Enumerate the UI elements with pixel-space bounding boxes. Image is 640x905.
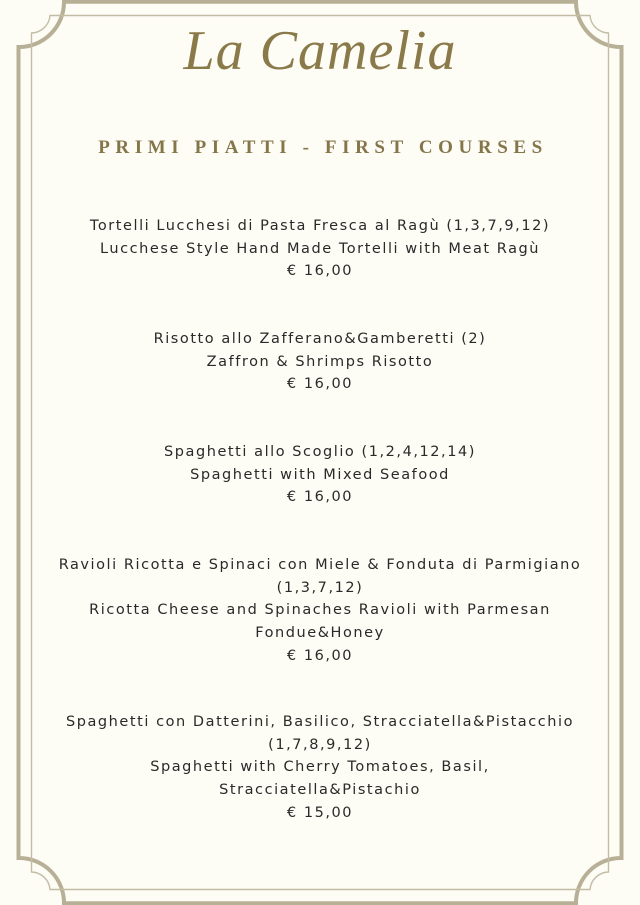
dish-allergens: (1,3,7,12) bbox=[276, 579, 364, 596]
dish-name-english: Zaffron & Shrimps Risotto bbox=[206, 353, 434, 370]
dish-name-italian: Risotto allo Zafferano&Gamberetti (2) bbox=[153, 331, 487, 347]
dish-price: € 16,00 bbox=[286, 647, 354, 664]
section-heading: PRIMI PIATTI - FIRST COURSES bbox=[98, 137, 548, 158]
dish-name-english-cont: Stracciatella&Pistachio bbox=[219, 782, 421, 799]
menu-item bbox=[30, 554, 610, 668]
dish-name-english-cont: Fondue&Honey bbox=[255, 625, 385, 642]
dish-name-italian: Spaghetti con Datterini, Basilico, Stracciatella&Pistacchio bbox=[65, 714, 575, 730]
menu-item bbox=[30, 441, 610, 509]
dish-name-english: Spaghetti with Mixed Seafood bbox=[190, 466, 450, 483]
dish-allergens: (1,7,8,9,12) bbox=[268, 736, 372, 753]
restaurant-title: La Camelia bbox=[183, 20, 457, 82]
dish-name-italian: Spaghetti allo Scoglio (1,2,4,12,14) bbox=[164, 444, 476, 460]
dish-name-english: Spaghetti with Cherry Tomatoes, Basil, bbox=[150, 759, 490, 776]
dish-price: € 15,00 bbox=[286, 804, 354, 821]
menu-item bbox=[30, 215, 610, 283]
dish-name-english: Lucchese Style Hand Made Tortelli with Meat Ragù bbox=[99, 240, 541, 257]
dish-price: € 16,00 bbox=[286, 376, 354, 393]
dish-name-italian: Tortelli Lucchesi di Pasta Fresca al Ragù (1,3,7,9,12) bbox=[89, 218, 551, 234]
dish-name-english: Ricotta Cheese and Spinaches Ravioli with Parmesan bbox=[89, 602, 551, 619]
menu-item bbox=[30, 328, 610, 396]
dish-name-italian: Ravioli Ricotta e Spinaci con Miele & Fonduta di Parmigiano bbox=[58, 557, 582, 573]
dish-price: € 16,00 bbox=[286, 489, 354, 506]
menu-item bbox=[30, 711, 610, 825]
dish-price: € 16,00 bbox=[286, 263, 354, 280]
